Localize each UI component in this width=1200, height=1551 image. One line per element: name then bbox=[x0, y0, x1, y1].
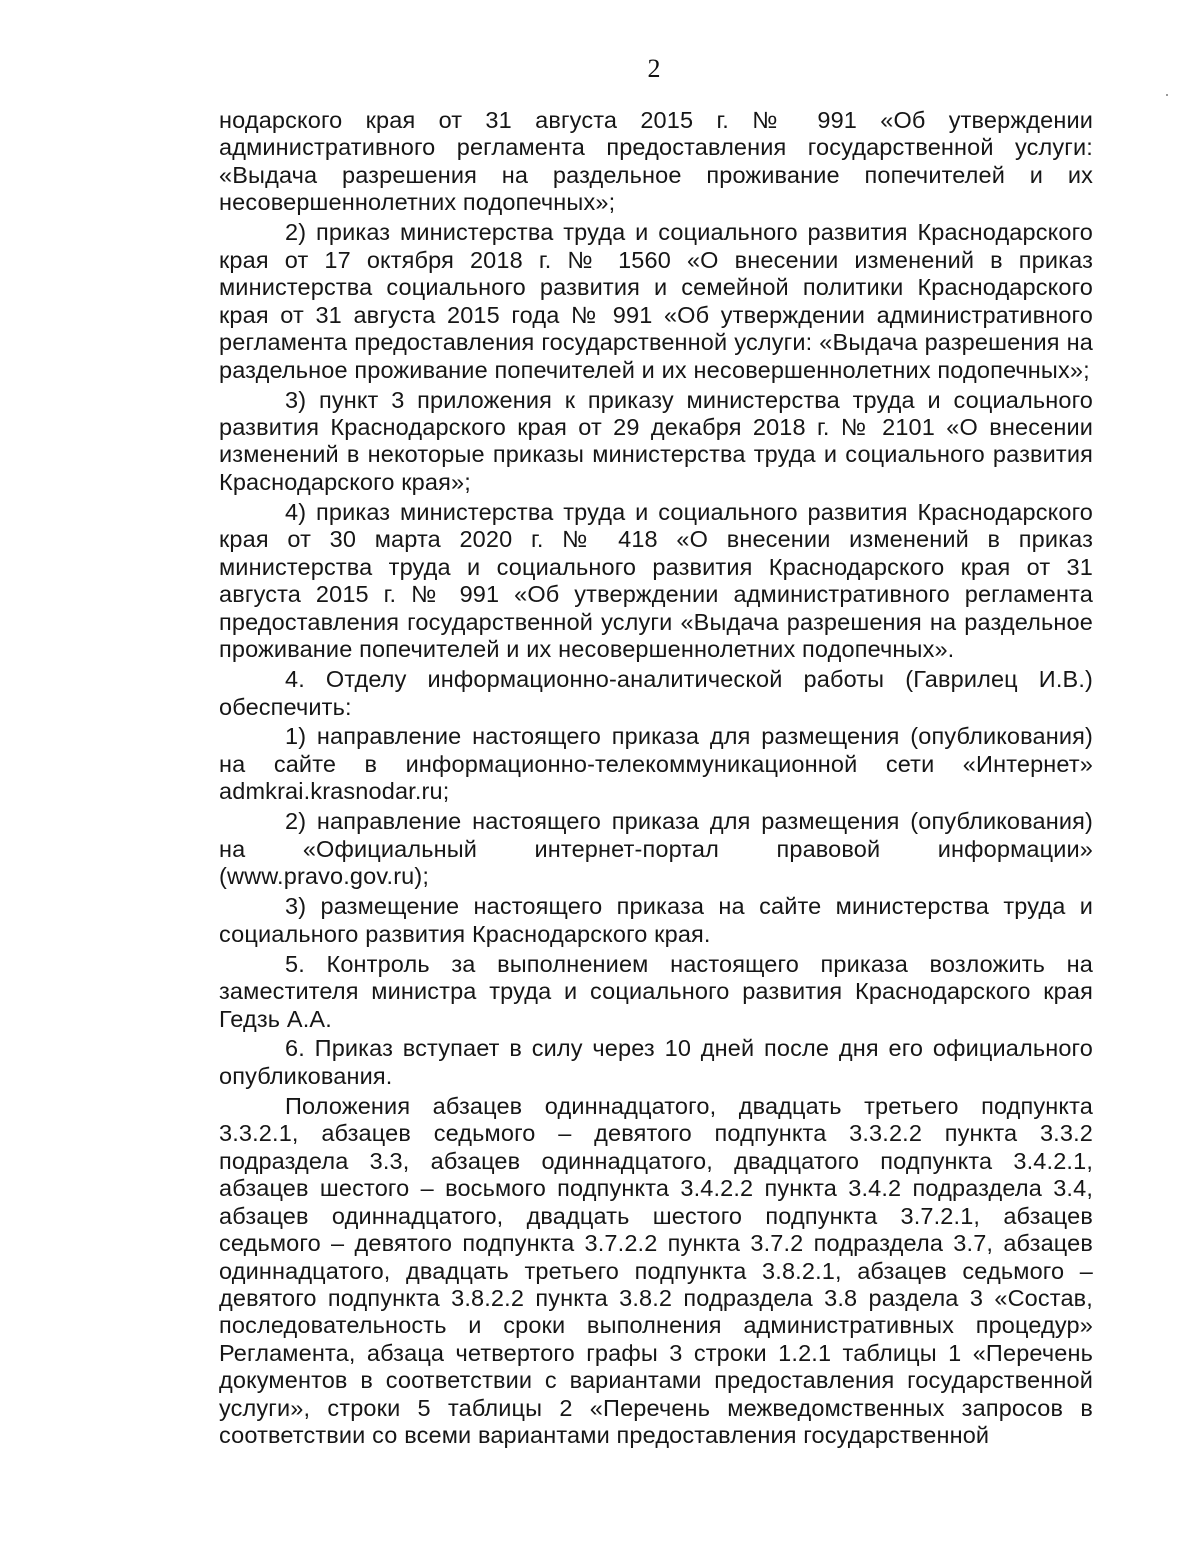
paragraph-clause-6: 6. Приказ вступает в силу через 10 дней после дня его официального опубликования. bbox=[219, 1035, 1093, 1089]
paragraph-item-4-order-2020-418: 4) приказ министерства труда и социального развития Краснодарского края от 30 марта 2020 г. № 418 «О внесении изменений в приказ министерства труда и социального развития Краснодарского края от 31 августа 2015 г. № 991 «Об утверждении административного регламента предоставления государственной услуги «Выдача разрешения на раздельное проживание попечителей и их несовершеннолетних подопечных». bbox=[219, 498, 1093, 663]
paragraph-item-3-order-2018-2101: 3) пункт 3 приложения к приказу министерства труда и социального развития Краснодарского края от 29 декабря 2018 г. № 2101 «О внесении изменений в некоторые приказы министерства труда и социального развития Краснодарского края»; bbox=[219, 386, 1093, 495]
paragraph-clause-4: 4. Отделу информационно-аналитической работы (Гаврилец И.В.) обеспечить: bbox=[219, 666, 1093, 720]
scan-artifact bbox=[1166, 94, 1168, 96]
paragraph-provisions: Положения абзацев одиннадцатого, двадцать третьего подпункта 3.3.2.1, абзацев седьмого – девятого подпункта 3.3.2.2 пункта 3.3.2 подраздела 3.3, абзацев одиннадцатого, двадцатого подпункта 3.4.2.1, абзацев шестого – восьмого подпункта 3.4.2.2 пункта 3.4.2 подраздела 3.4, абзацев одиннадцатого, двадцать шестого подпункта 3.7.2.1, абзацев седьмого – девятого подпункта 3.7.2.2 пункта 3.7.2 подраздела 3.7, абзацев одиннадцатого, двадцать третьего подпункта 3.8.2.1, абзацев седьмого – девятого подпункта 3.8.2.2 пункта 3.8.2 подраздела 3.8 раздела 3 «Состав, последовательность и сроки выполнения административных процедур» Регламента, абзаца четвертого графы 3 строки 1.2.1 таблицы 1 «Перечень документов в соответствии с вариантами предоставления государственной услуги», строки 5 таблицы 2 «Перечень межведомственных запросов в соответствии со всеми вариантами предоставления государственной bbox=[219, 1092, 1093, 1449]
paragraph-clause-4-item-3: 3) размещение настоящего приказа на сайте министерства труда и социального развития Краснодарского края. bbox=[219, 893, 1093, 947]
paragraph-clause-5: 5. Контроль за выполнением настоящего приказа возложить на заместителя министра труда и социального развития Краснодарского края Гедзь А.А. bbox=[219, 950, 1093, 1032]
paragraph-continuation: нодарского края от 31 августа 2015 г. № 991 «Об утверждении административного регламента предоставления государственной услуги: «Выдача разрешения на раздельное проживание попечителей и их несовершеннолетних подопечных»; bbox=[219, 107, 1093, 216]
document-body bbox=[219, 107, 1093, 1452]
paragraph-clause-4-item-1: 1) направление настоящего приказа для размещения (опубликования) на сайте в информационно-телекоммуникационной сети «Интернет» admkrai.krasnodar.ru; bbox=[219, 723, 1093, 805]
paragraph-item-2-order-2018-1560: 2) приказ министерства труда и социального развития Краснодарского края от 17 октября 2018 г. № 1560 «О внесении изменений в приказ министерства социального развития и семейной политики Краснодарского края от 31 августа 2015 года № 991 «Об утверждении административного регламента предоставления государственной услуги: «Выдача разрешения на раздельное проживание попечителей и их несовершеннолетних подопечных»; bbox=[219, 219, 1093, 383]
page-number: 2 bbox=[647, 54, 661, 83]
paragraph-clause-4-item-2: 2) направление настоящего приказа для размещения (опубликования) на «Официальный интернет-портал правовой информации» (www.pravo.gov.ru); bbox=[219, 808, 1093, 890]
